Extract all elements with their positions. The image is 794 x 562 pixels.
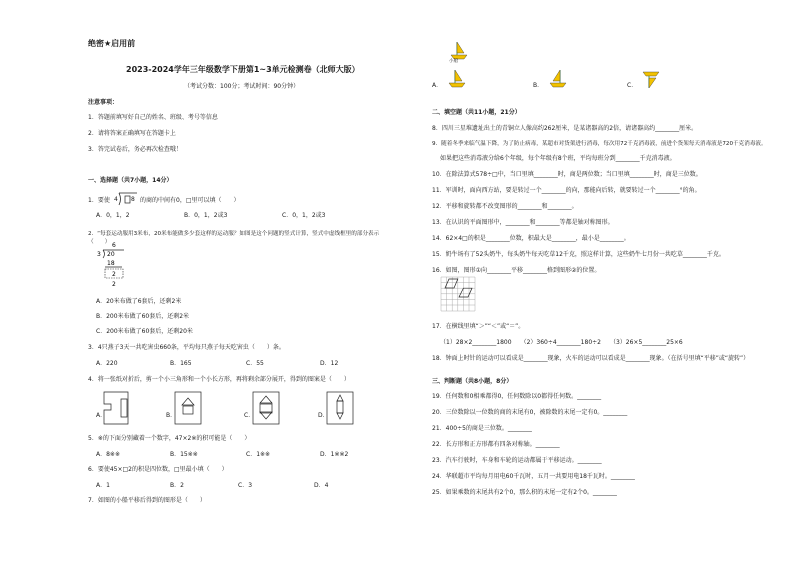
judge-item-19: 19．任何数和0相乘都得0，任何数除以0都得任何数。________ [432, 393, 602, 400]
q3-option-a: A．220 [96, 360, 118, 367]
q1-stem-after: 的商的中间有0，□里可以填（ ） [140, 197, 240, 204]
q1-option-c: C．0，1，2或3 [282, 212, 326, 219]
q16-grid-figure [440, 276, 476, 312]
q4-option-a: A． [96, 412, 107, 419]
fill-item-16: 16．如图，图形①向________平移________格到图形②的位置。 [432, 267, 601, 274]
q5-option-b: B．15※※ [170, 451, 198, 458]
fill-item-18: 18．钟面上时针的运动可以看成是________现象，火车的运动可以看成是________现象。（在括号里填“平移”或“旋转”） [432, 355, 750, 362]
q1-dividend-tail: 8 [131, 196, 135, 203]
svg-text:6: 6 [112, 242, 116, 249]
q2-option-c: C．200米布做了60套后，还剩20米 [96, 328, 193, 335]
judge-item-23: 23．汽车行驶时，车身和车轮的运动都属于平移运动。________ [432, 457, 602, 464]
q5-stem: 5．※的下面分别藏着一个数字，47×2※的积可能是（ ） [88, 435, 251, 442]
q5-option-d: D．1※※2 [320, 451, 349, 458]
q6-option-b: B．2 [170, 482, 184, 489]
secret-label: 绝密★启用前 [88, 39, 136, 48]
q7-option-b: B． [533, 82, 544, 89]
q2-long-division-figure [96, 240, 130, 292]
q7-option-c-boat [640, 68, 662, 90]
fill-item-13: 13．在认识的平面图形中，________和________等都是轴对称图形。 [432, 219, 614, 226]
judge-item-25: 25．如果乘数的末尾共有2个0，那么积的末尾一定有2个0。________ [432, 489, 617, 496]
fill-item-10: 10．在除法算式578÷□中，当口里填________时，商是两位数；当口里填________时，商是三位数。 [432, 171, 702, 178]
section3-heading: 三、判断题（共8小题，8分） [432, 378, 513, 385]
q2-option-a: A．20米布做了6套后，还剩2米 [96, 298, 182, 305]
q7-option-b-boat [547, 68, 569, 90]
judge-item-24: 24．华联超市平均每月用电60千瓦时，五月一共要用电18千瓦时。________ [432, 473, 635, 480]
fill-item-17: 17．在横线里填“＞”“＜”或“＝”。 [432, 323, 525, 330]
q2-option-b: B．200米布做了60套后，还剩2米 [96, 313, 190, 320]
q7-option-c: C． [627, 82, 638, 89]
notice-item: 1．答题前填写好自己的姓名、班级、考号等信息 [88, 114, 218, 121]
section1-heading: 一、选择题（共7小题，14分） [88, 177, 173, 184]
q6-option-c: C．3 [238, 482, 253, 489]
fill-item-17-sub: （1）28×2________1800 （2）360÷4________180÷2 （3）26×5________25×6 [440, 339, 683, 346]
q3-option-b: B．165 [170, 360, 192, 367]
q6-stem: 6．要使45×□2的积是四位数，□里最小填（ ） [88, 466, 228, 473]
q6-option-a: A．1 [96, 482, 110, 489]
exam-info: （考试分数：100分；考试时间：90分钟） [184, 83, 300, 90]
fill-item-15: 15．奶牛场有了52头奶牛，每头奶牛每天吃草12千克，照这样计算，这些奶牛七月份一共吃草________千克。 [432, 251, 725, 258]
q1-option-a: A．0，1，2 [96, 212, 130, 219]
fill-item-9-cont: 如果把这些消毒液分给6个年级，每个年级有8个班，平均每班分到________千克消毒液。 [440, 155, 676, 162]
svg-text:2: 2 [112, 281, 116, 288]
q7-option-a-boat [446, 68, 468, 90]
q3-stem: 3．4只燕子3天一共吃害虫660条，平均每只燕子每天吃害虫（ ）条。 [88, 344, 285, 351]
q4-option-c-figure [252, 391, 280, 425]
q1-divisor: 4 [114, 196, 118, 203]
q1-stem-before: 1．要使 [88, 197, 110, 204]
q4-option-d-figure [326, 391, 354, 425]
judge-item-20: 20．三位数除以一位数的商的末尾有0，被除数的末尾一定有0。________ [432, 409, 628, 416]
fill-item-12: 12．平移和旋转都不改变图形的________和________。 [432, 203, 578, 210]
judge-item-22: 22．长方形和正方形都有四条对称轴。________ [432, 441, 560, 448]
boat-label: 小船 [449, 59, 458, 64]
svg-text:3: 3 [97, 251, 101, 258]
q5-option-c: C．1※※ [246, 451, 271, 458]
q5-option-a: A．8※※ [96, 451, 120, 458]
fill-item-14: 14．62×4□的积是________位数，积最大是________，最小是________。 [432, 235, 630, 242]
section2-heading: 二、填空题（共11小题，21分） [432, 109, 521, 116]
fill-item-8: 8．四川三星堆遗址出土的青铜立人像高约262厘米，是某诸器高的2倍，请诸器高约________厘米。 [432, 125, 698, 132]
q3-option-d: D．12 [320, 360, 339, 367]
svg-text:18: 18 [107, 260, 115, 267]
q3-option-c: C．55 [246, 360, 264, 367]
exam-title: 2023-2024学年三年级数学下册第1~3单元检测卷（北师大版） [126, 65, 360, 74]
q1-option-b: B．0，1，2或3 [184, 212, 228, 219]
judge-item-21: 21．400÷5的商是三位数。________ [432, 425, 532, 432]
q4-option-d: D． [318, 412, 329, 419]
q7-stem: 7．如图的小船平移后得到的图形是（ ） [88, 497, 206, 504]
q4-option-a-figure [103, 391, 129, 425]
q4-stem: 4．将一张纸对折后，剪一个小三角形和一个小长方形，再将剩余部分展开，得到的图案是（ ） [88, 376, 350, 383]
q4-option-b-figure [174, 391, 202, 425]
fill-item-11: 11．军训时，面向西方站，要是转过一个________的向，那能向后转，就要转过一个________°的角。 [432, 187, 701, 194]
q2-stem: 2．“每套运动服用3米布，20米布能做多少套这样的运动服？如图是这个问题的竖式计算，竖式中虚线框里的部分表示（ ） [88, 231, 380, 245]
notice-heading: 注意事项： [88, 99, 119, 106]
q7-option-a: A． [432, 82, 443, 89]
notice-item: 3．答完试卷后，务必再次检查哦！ [88, 146, 182, 153]
notice-item: 2．请将答案正确填写在答题卡上 [88, 130, 176, 137]
fill-item-9: 9．随着冬季来临气温下降，为了防止病毒，某超市对货架进行消毒，每次用72千克消毒液，前进个货架每天消毒液是720千克消毒液。 [432, 141, 767, 147]
q4-option-b: B． [166, 412, 177, 419]
svg-text:2: 2 [112, 271, 116, 278]
q6-option-d: D．4 [314, 482, 329, 489]
q4-option-c: C． [244, 412, 255, 419]
svg-text:20: 20 [107, 251, 115, 258]
